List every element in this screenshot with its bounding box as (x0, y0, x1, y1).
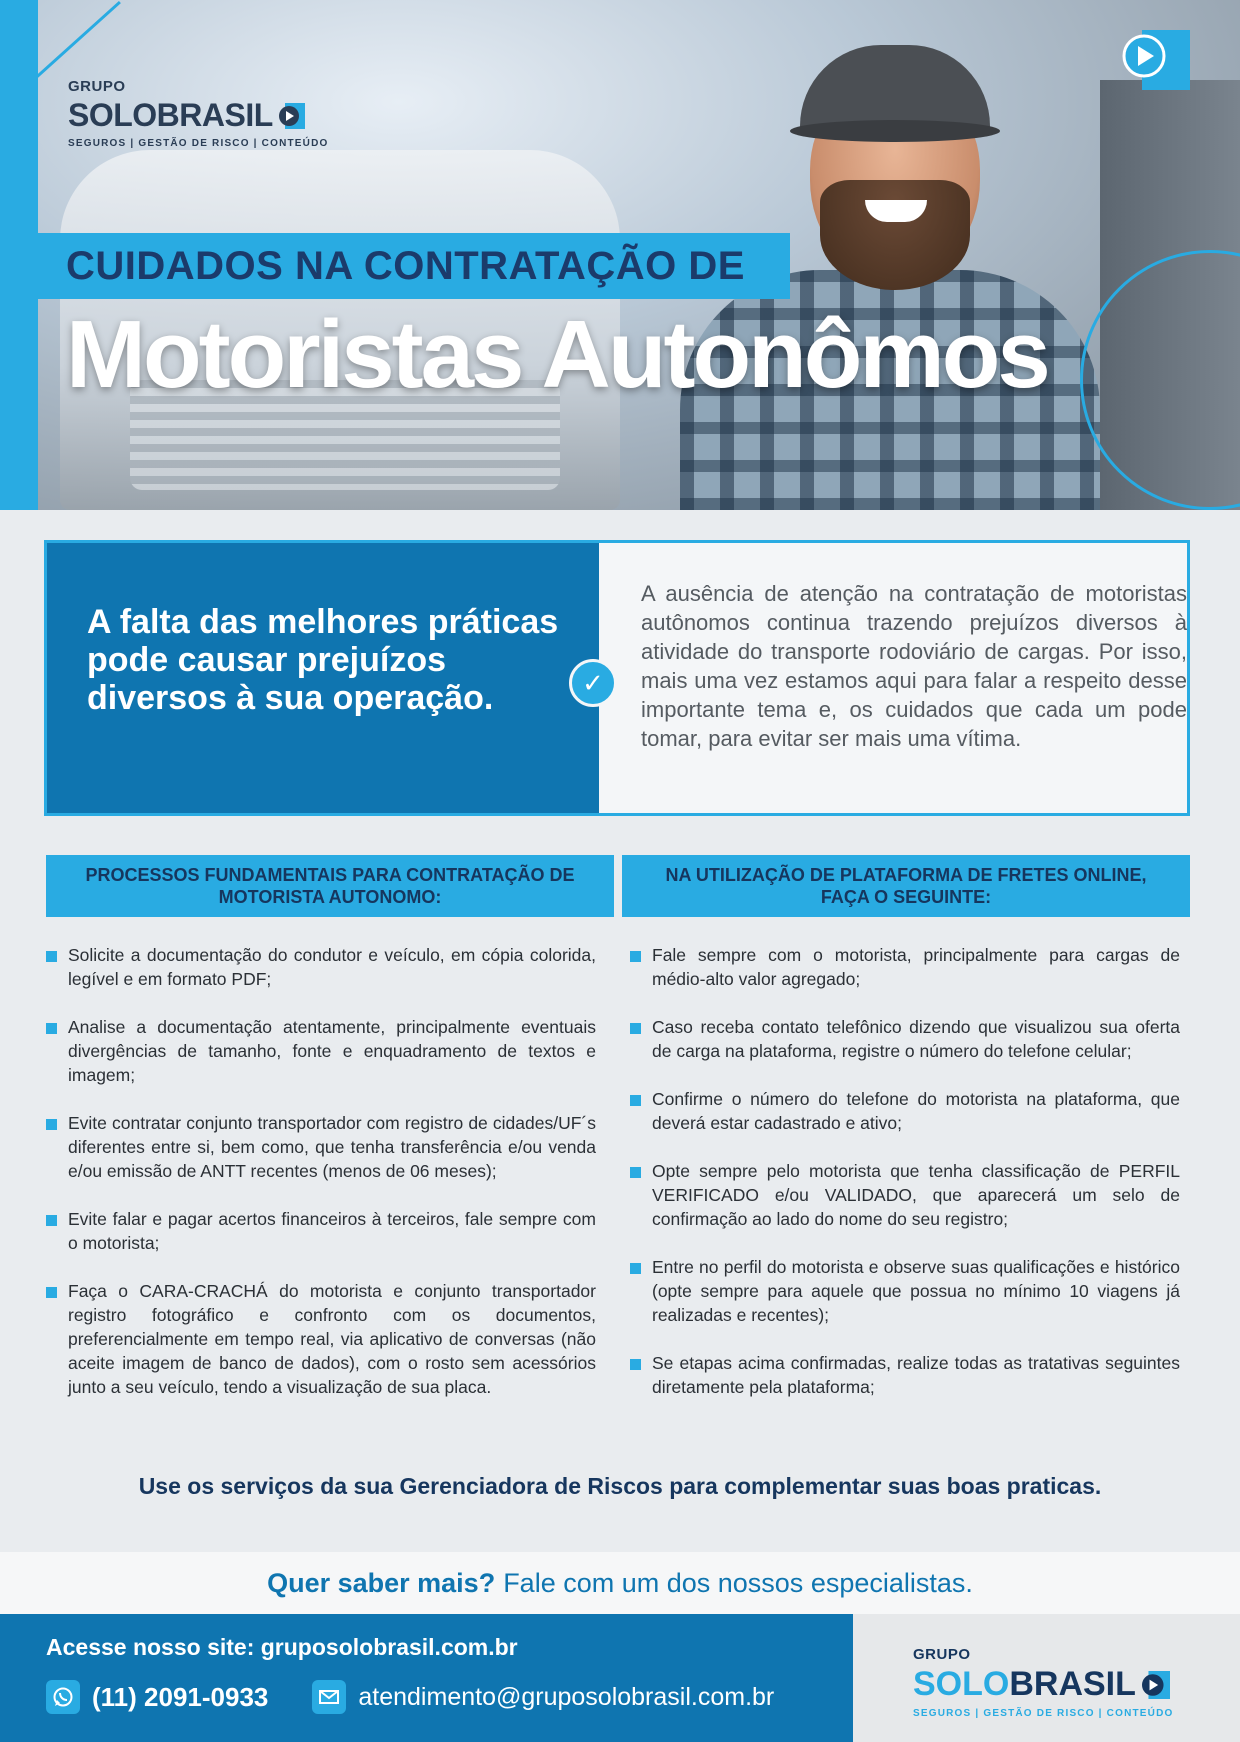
left-column-header: PROCESSOS FUNDAMENTAIS PARA CONTRATAÇÃO DE MOTORISTA AUTONOMO: (46, 855, 614, 917)
bullet-icon (46, 1023, 57, 1034)
email-icon (312, 1680, 346, 1714)
logo-tagline: SEGUROS | GESTÃO DE RISCO | CONTEÚDO (68, 138, 329, 149)
logo-name-text: SOLOBRASIL (68, 97, 273, 133)
email-address[interactable]: atendimento@gruposolobrasil.com.br (358, 1682, 775, 1711)
intro-box (44, 540, 1190, 816)
intro-highlight-text: A falta das melhores práticas pode causar prejuízos diversos à sua operação. (87, 603, 559, 717)
intro-body-text: A ausência de atenção na contratação de motoristas autônomos continua trazendo prejuízos diversos à atividade do transporte rodoviário de cargas. Por isso, mais uma vez estamos aqui para falar a respeito desse importante tema e, os cuidados que cada um pode tomar, para evitar ser mais uma vítima. (641, 581, 1187, 751)
list-item: Faça o CARA-CRACHÁ do motorista e conjunto transportador registro fotográfico e confronto com os documentos, preferencialmente em tempo real, via aplicativo de conversas (não aceite imagem de banco de dados), com o rosto sem acessórios junto a seu veículo, tendo a visualização de sua placa. (46, 1279, 596, 1399)
right-column-header: NA UTILIZAÇÃO DE PLATAFORMA DE FRETES ONLINE, FAÇA O SEGUINTE: (622, 855, 1190, 917)
title-small: CUIDADOS NA CONTRATAÇÃO DE (66, 243, 745, 288)
whatsapp-icon (46, 1680, 80, 1714)
bullet-icon (630, 1167, 641, 1178)
list-item: Caso receba contato telefônico dizendo que visualizou sua oferta de carga na plataforma, registre o número do telefone celular; (630, 1015, 1180, 1063)
hero-banner (0, 0, 1240, 510)
list-item: Opte sempre pelo motorista que tenha classificação de PERFIL VERIFICADO e/ou VALIDADO, que aparecerá um selo de confirmação ao lado do nome do seu registro; (630, 1159, 1180, 1231)
logo-solo-text: SOLO (913, 1665, 1010, 1703)
driver-cap-brim (790, 120, 1000, 142)
list-item: Confirme o número do telefone do motorista na plataforma, que deverá estar cadastrado e ativo; (630, 1087, 1180, 1135)
freight-platform-list (630, 943, 1180, 1423)
logo-grupo-text: GRUPO (68, 78, 126, 95)
cta-text: Fale com um dos nossos especialistas. (503, 1567, 973, 1598)
brand-logo-footer (913, 1646, 1174, 1719)
bullet-icon (46, 1215, 57, 1226)
check-icon: ✓ (569, 659, 617, 707)
driver-beard (820, 180, 970, 290)
logo-arrow-icon (279, 103, 305, 129)
intro-highlight-panel (47, 543, 599, 813)
bullet-icon (630, 1263, 641, 1274)
list-item: Solicite a documentação do condutor e veículo, em cópia colorida, legível e em formato PDF; (46, 943, 596, 991)
cta-question: Quer saber mais? (267, 1567, 496, 1598)
logo-tagline: SEGUROS | GESTÃO DE RISCO | CONTEÚDO (913, 1708, 1174, 1719)
footer-contact (0, 1614, 853, 1742)
list-item: Entre no perfil do motorista e observe suas qualificações e histórico (opte sempre para aquele que possua no mínimo 10 viagens já realizadas e recentes); (630, 1255, 1180, 1327)
footer-logo-panel (853, 1614, 1240, 1742)
bullet-icon (630, 1359, 641, 1370)
list-item: Evite falar e pagar acertos financeiros à terceiros, fale sempre com o motorista; (46, 1207, 596, 1255)
title-band (38, 233, 790, 299)
brand-mark-icon (1120, 30, 1190, 90)
logo-brasil-text: BRASIL (1009, 1665, 1136, 1703)
list-item: Fale sempre com o motorista, principalmente para cargas de médio-alto valor agregado; (630, 943, 1180, 991)
website-link[interactable]: Acesse nosso site: gruposolobrasil.com.br (46, 1634, 518, 1660)
logo-arrow-icon (1142, 1671, 1170, 1699)
list-item: Evite contratar conjunto transportador com registro de cidades/UF´s diferentes entre si, bem como, que tenha transferência e/ou venda e/ou emissão de ANTT recentes (menos de 06 meses); (46, 1111, 596, 1183)
page-title: Motoristas Autonômos (66, 301, 1048, 408)
cta-banner (0, 1552, 1240, 1614)
hero-side-stripe (0, 0, 38, 510)
bullet-icon (46, 1119, 57, 1130)
contact-row (46, 1680, 774, 1714)
hiring-process-list (46, 943, 596, 1423)
list-item: Analise a documentação atentamente, principalmente eventuais divergências de tamanho, fonte e enquadramento de textos e imagem; (46, 1015, 596, 1087)
logo-grupo-text: GRUPO (913, 1646, 971, 1663)
brand-logo-header (68, 78, 329, 149)
bullet-icon (630, 1095, 641, 1106)
bullet-icon (46, 951, 57, 962)
list-item: Se etapas acima confirmadas, realize todas as tratativas seguintes diretamente pela plataforma; (630, 1351, 1180, 1399)
bullet-icon (630, 951, 641, 962)
bullet-icon (630, 1023, 641, 1034)
bullet-icon (46, 1287, 57, 1298)
closing-tagline: Use os serviços da sua Gerenciadora de Riscos para complementar suas boas praticas. (138, 1473, 1102, 1499)
phone-number[interactable]: (11) 2091-0933 (92, 1681, 269, 1712)
